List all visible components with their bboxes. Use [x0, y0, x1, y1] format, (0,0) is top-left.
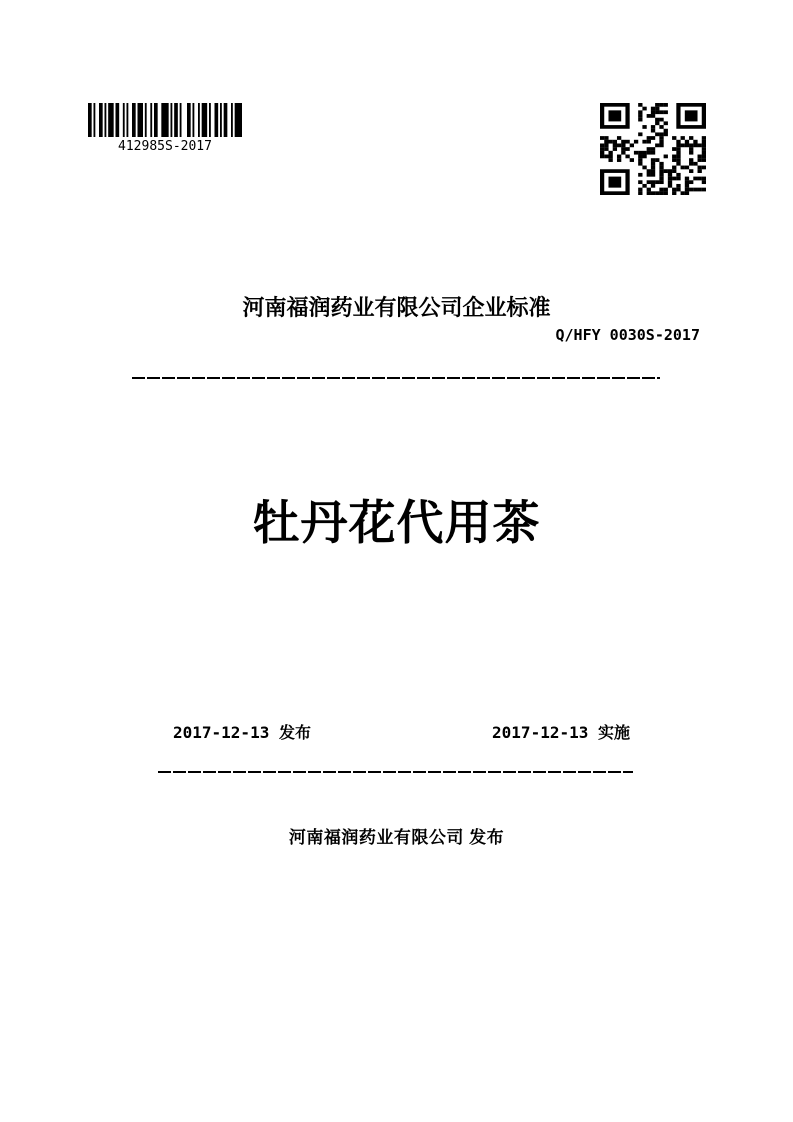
header-divider [132, 377, 660, 379]
barcode-icon [88, 103, 242, 137]
publisher-line: 河南福润药业有限公司 发布 [288, 828, 505, 847]
footer-divider [158, 771, 633, 773]
implementation-date: 2017-12-13 实施 [492, 723, 630, 742]
org-standard-title: 河南福润药业有限公司企业标准 [242, 295, 551, 320]
standard-number: Q/HFY 0030S-2017 [555, 326, 700, 344]
qr-block [600, 103, 706, 195]
dates-row [173, 720, 630, 743]
barcode-label: 412985S-2017 [118, 139, 212, 154]
barcode-block [88, 103, 242, 154]
document-title: 牡丹花代用茶 [252, 496, 541, 549]
qr-code-icon [600, 103, 706, 195]
issue-date: 2017-12-13 发布 [173, 723, 311, 742]
